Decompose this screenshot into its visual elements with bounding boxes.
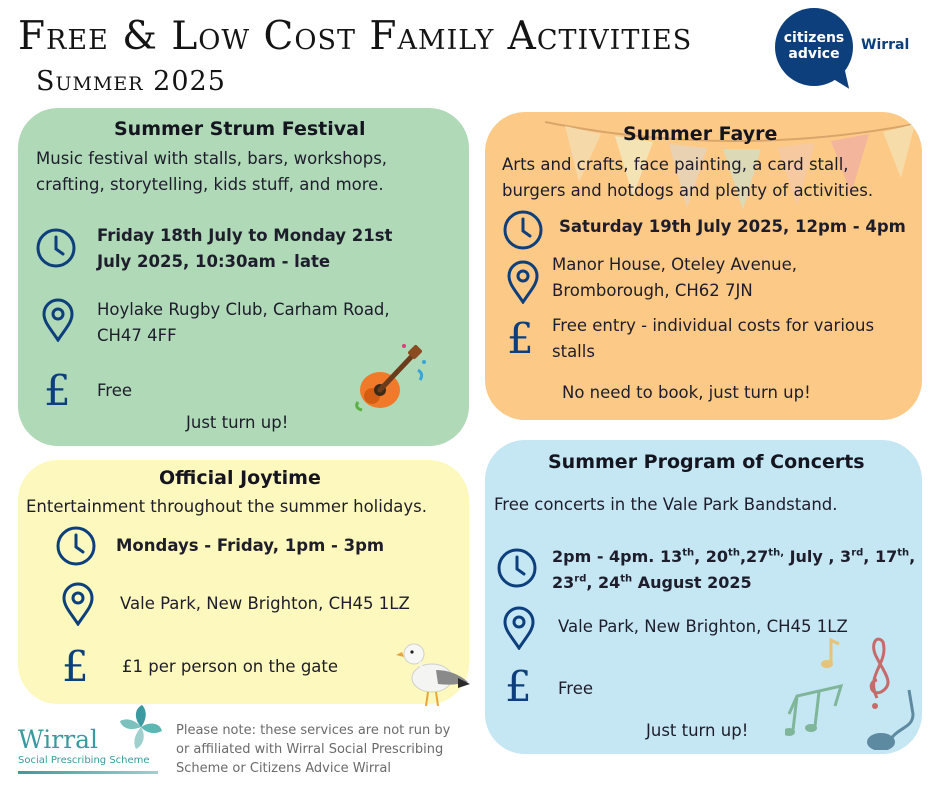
page-title: Free & Low Cost Family Activities <box>18 14 693 59</box>
logo-line-2: advice <box>788 46 840 62</box>
event-location-line-1: Hoylake Rugby Club, Carham Road, <box>97 300 390 319</box>
music-notes-illustration <box>785 634 917 750</box>
disclaimer-line-2: or affiliated with Wirral Social Prescribing <box>176 742 444 757</box>
disclaimer-line-1: Please note: these services are not run by <box>176 723 451 738</box>
logo-line-1: citizens <box>783 30 845 46</box>
event-date-line-1 <box>552 544 915 570</box>
date-part: July , 3 <box>784 547 852 566</box>
date-part: 23 <box>552 573 575 592</box>
clock-icon <box>34 226 78 270</box>
event-date-line-2: July 2025, 10:30am - late <box>97 252 331 271</box>
date-suffix: th, <box>768 547 784 559</box>
event-description-line-1: Music festival with stalls, bars, workshops, <box>36 149 388 168</box>
date-suffix: rd <box>574 573 587 585</box>
location-pin-icon <box>56 582 100 626</box>
date-part: August 2025 <box>632 573 752 592</box>
event-date: Mondays - Friday, 1pm - 3pm <box>116 536 385 555</box>
date-suffix: th <box>682 547 695 559</box>
event-description-line-2: burgers and hotdogs and plenty of activities. <box>502 181 874 200</box>
location-pin-icon <box>501 260 545 304</box>
event-date: Saturday 19th July 2025, 12pm - 4pm <box>559 217 906 236</box>
event-note: Just turn up! <box>646 721 749 740</box>
event-location: Vale Park, New Brighton, CH45 1LZ <box>120 594 410 613</box>
event-description-line-2: crafting, storytelling, kids stuff, and more. <box>36 175 384 194</box>
event-description: Entertainment throughout the summer holidays. <box>26 497 428 516</box>
location-pin-icon <box>497 606 541 650</box>
event-date-line-1: Friday 18th July to Monday 21st <box>97 226 393 245</box>
date-suffix: rd <box>851 547 864 559</box>
guitar-icon <box>350 340 430 416</box>
date-suffix: th <box>897 547 910 559</box>
event-cost-line-2: stalls <box>552 342 595 361</box>
event-title: Summer Program of Concerts <box>548 451 865 473</box>
event-location: Vale Park, New Brighton, CH45 1LZ <box>558 617 848 636</box>
date-part: 2pm - 4pm. 13 <box>552 547 683 566</box>
event-card-official-joytime <box>18 460 469 704</box>
event-card-strum-festival <box>18 108 469 446</box>
clock-icon <box>54 524 98 568</box>
clock-icon <box>495 546 539 590</box>
date-suffix: th <box>728 547 740 559</box>
event-location-line-2: Bromborough, CH62 7JN <box>552 281 753 300</box>
date-separator: , <box>586 573 599 592</box>
citizens-advice-logo <box>775 8 855 88</box>
logo-place: Wirral <box>861 37 910 53</box>
date-separator: , <box>863 547 875 566</box>
date-separator: , <box>739 547 747 566</box>
wirral-underline <box>18 771 158 774</box>
wirral-brand: Wirral <box>18 725 99 754</box>
date-separator: , <box>909 547 916 566</box>
pinwheel-icon <box>116 703 166 751</box>
pound-icon: £ <box>507 314 534 363</box>
event-card-summer-fayre <box>485 112 922 420</box>
date-part: 24 <box>598 573 621 592</box>
event-cost-line-1: Free entry - individual costs for various <box>552 316 875 335</box>
pound-icon: £ <box>505 662 532 711</box>
date-part: 17 <box>874 547 898 566</box>
wirral-brand-subtitle: Social Prescribing Scheme <box>18 755 150 766</box>
event-date-line-2 <box>552 570 752 596</box>
event-location-line-1: Manor House, Oteley Avenue, <box>552 255 798 274</box>
event-cost: Free <box>558 679 594 698</box>
date-part: 20 <box>705 547 729 566</box>
event-note: Just turn up! <box>186 413 289 432</box>
disclaimer <box>176 721 450 778</box>
event-location-line-2: CH47 4FF <box>97 326 177 345</box>
wirral-social-prescribing-logo <box>18 703 168 783</box>
page-subtitle: Summer 2025 <box>36 66 226 97</box>
event-cost: Free <box>97 381 133 400</box>
date-part: 27 <box>746 547 769 566</box>
event-cost: £1 per person on the gate <box>122 657 339 676</box>
event-description-line-1: Arts and crafts, face painting, a card stall, <box>502 155 849 174</box>
pound-icon: £ <box>44 366 71 415</box>
event-title: Summer Strum Festival <box>114 118 366 140</box>
event-description: Free concerts in the Vale Park Bandstand. <box>494 495 838 514</box>
clock-icon <box>501 208 545 252</box>
event-card-concerts <box>485 440 922 754</box>
date-separator: , <box>694 547 706 566</box>
pound-icon: £ <box>62 642 89 691</box>
location-pin-icon <box>36 298 80 342</box>
date-suffix: th <box>620 573 633 585</box>
logo-text <box>775 30 853 62</box>
event-title: Summer Fayre <box>623 123 778 145</box>
seagull-illustration <box>396 636 472 708</box>
disclaimer-line-3: Scheme or Citizens Advice Wirral <box>176 761 391 776</box>
event-title: Official Joytime <box>159 467 321 489</box>
event-note: No need to book, just turn up! <box>562 383 811 402</box>
